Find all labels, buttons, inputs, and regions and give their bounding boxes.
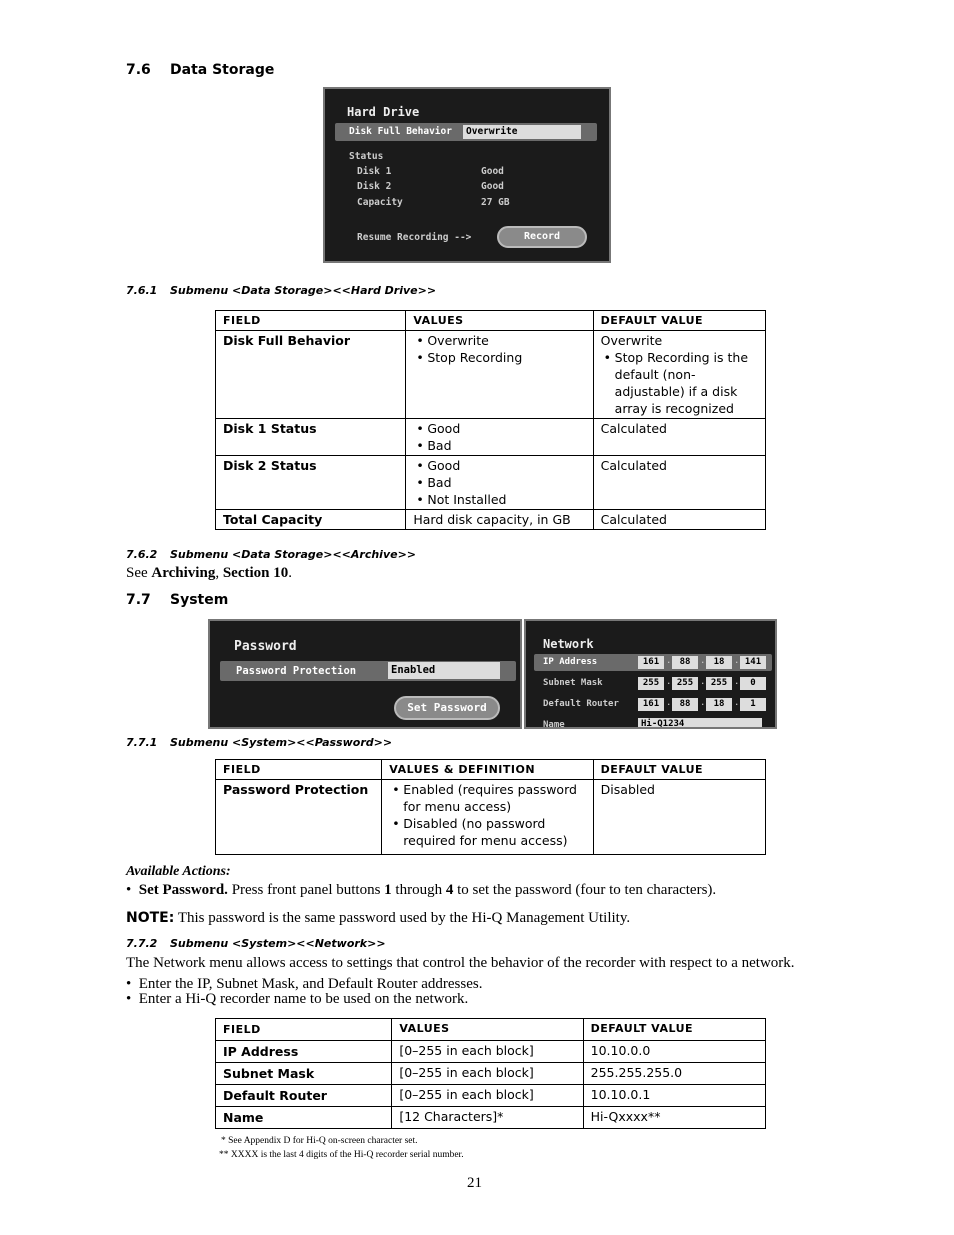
table-header-row: FIELD VALUES DEFAULT VALUE [216,1019,766,1041]
value-item: • Overwrite [413,332,585,349]
archive-see-also: See Archiving, Section 10. [126,565,292,581]
router-octet: 1 [740,698,766,711]
net-router-label: Default Router [543,699,619,709]
net-screen-title: Network [543,637,594,651]
default-cell: Calculated [593,510,765,530]
section-heading-7-6-1: 7.6.1 Submenu <Data Storage><<Hard Drive>> [126,284,437,297]
pw-row-value: Enabled [388,662,500,679]
default-cell: Calculated [593,456,765,510]
header-default: DEFAULT VALUE [593,311,765,331]
hd-status-label: Status [349,151,384,162]
value-item: • Stop Recording [413,349,585,366]
mask-octet: 0 [740,677,766,690]
header-field: FIELD [216,311,406,331]
list-item: • Enter a Hi-Q recorder name to be used on the network. [126,991,469,1007]
set-password-action: • Set Password. Press front panel buttons 1 through 4 to set the password (four to ten characters). [126,882,717,898]
router-octet: 88 [672,698,698,711]
footnote-1: * See Appendix D for Hi-Q on-screen character set. [221,1136,418,1146]
network-screenshot: Network IP Address 161 . 88 . 18 . 141 Subnet Mask 255 . 255 . 255 . 0 Default Router 161 . 88 . 18 . 1 Name Hi-Q1234 [524,619,777,729]
field-cell: Disk 1 Status [216,419,406,456]
table-row [216,419,766,456]
set-password-button: Set Password [394,696,500,720]
mask-octet: 255 [706,677,732,690]
section-heading-7-7-1: 7.7.1 Submenu <System><<Password>> [126,736,393,749]
values-cell: Hard disk capacity, in GB [406,510,593,530]
footnote-2: ** XXXX is the last 4 digits of the Hi-Q recorder serial number. [219,1150,464,1160]
values-cell: • Good • Bad • Not Installed [406,456,593,510]
hd-disk2-value: Good [481,181,504,192]
net-mask-label: Subnet Mask [543,678,603,688]
table-row: IP Address [0–255 in each block] 10.10.0.0 [216,1041,766,1063]
table-row [216,510,766,530]
ip-octet: 88 [672,656,698,669]
section-heading-7-6: 7.6 Data Storage [126,62,275,78]
field-cell: Disk 2 Status [216,456,406,510]
network-intro: The Network menu allows access to settings that control the behavior of the recorder with respect to a network. [126,955,795,971]
field-cell: Disk Full Behavior [216,331,406,419]
field-cell: Total Capacity [216,510,406,530]
table-row: Subnet Mask [0–255 in each block] 255.255.255.0 [216,1063,766,1085]
router-octet: 161 [638,698,664,711]
hd-record-button: Record [497,226,587,248]
table-row: Name [12 Characters]* Hi-Qxxxx** [216,1107,766,1129]
header-values: VALUES [406,311,593,331]
hd-row-label: Disk Full Behavior [349,126,452,137]
mask-octet: 255 [672,677,698,690]
section-heading-7-6-2: 7.6.2 Submenu <Data Storage><<Archive>> [126,548,417,561]
hd-row-value: Overwrite [463,125,581,139]
mask-octet: 255 [638,677,664,690]
hd-screen-title: Hard Drive [347,105,420,119]
table-row [216,331,766,419]
list-item: • Enter the IP, Subnet Mask, and Default Router addresses. [126,976,483,992]
net-name-label: Name [543,720,565,729]
hd-disk1-label: Disk 1 [357,166,392,177]
note-paragraph: NOTE: This password is the same password used by the Hi-Q Management Utility. [126,910,631,926]
ip-octet: 161 [638,656,664,669]
values-cell: • Enabled (requires password for menu access) • Disabled (no password required for menu access) [382,780,593,855]
router-octet: 18 [706,698,732,711]
default-cell: Overwrite • Stop Recording is the default (non-adjustable) if a disk array is recognized [593,331,765,419]
default-cell: Calculated [593,419,765,456]
hd-capacity-value: 27 GB [481,197,510,208]
table-header-row [216,311,766,331]
section-heading-7-7: 7.7 System [126,592,229,608]
archiving-link: Archiving [151,565,216,581]
pw-screen-title: Password [234,639,297,654]
pw-row-label: Password Protection [236,665,357,677]
page-number: 21 [467,1175,482,1191]
table-row [216,780,766,855]
password-table [215,759,766,855]
hard-drive-table [215,310,766,530]
table-header-row: FIELD VALUES & DEFINITION DEFAULT VALUE [216,760,766,780]
hd-disk2-label: Disk 2 [357,181,392,192]
table-row [216,456,766,510]
net-name-value: Hi-Q1234 [638,718,762,729]
section-heading-7-7-2: 7.7.2 Submenu <System><<Network>> [126,937,386,950]
hd-disk1-value: Good [481,166,504,177]
hd-capacity-label: Capacity [357,197,403,208]
network-bullets [126,977,482,1007]
ip-octet: 18 [706,656,732,669]
values-cell [406,331,593,419]
available-actions-heading: Available Actions: [126,864,231,879]
table-row: Default Router [0–255 in each block] 10.10.0.1 [216,1085,766,1107]
hd-resume-label: Resume Recording --> [357,232,472,243]
net-ip-label: IP Address [543,657,598,667]
default-cell: Disabled [593,780,765,855]
hard-drive-screenshot [323,87,611,263]
password-screenshot [208,619,522,729]
ip-octet: 141 [740,656,766,669]
network-table [215,1018,766,1129]
field-cell: Password Protection [216,780,382,855]
default-note: • Stop Recording is the default (non-adjustable) if a disk array is recognized [601,349,758,417]
values-cell: • Good • Bad [406,419,593,456]
